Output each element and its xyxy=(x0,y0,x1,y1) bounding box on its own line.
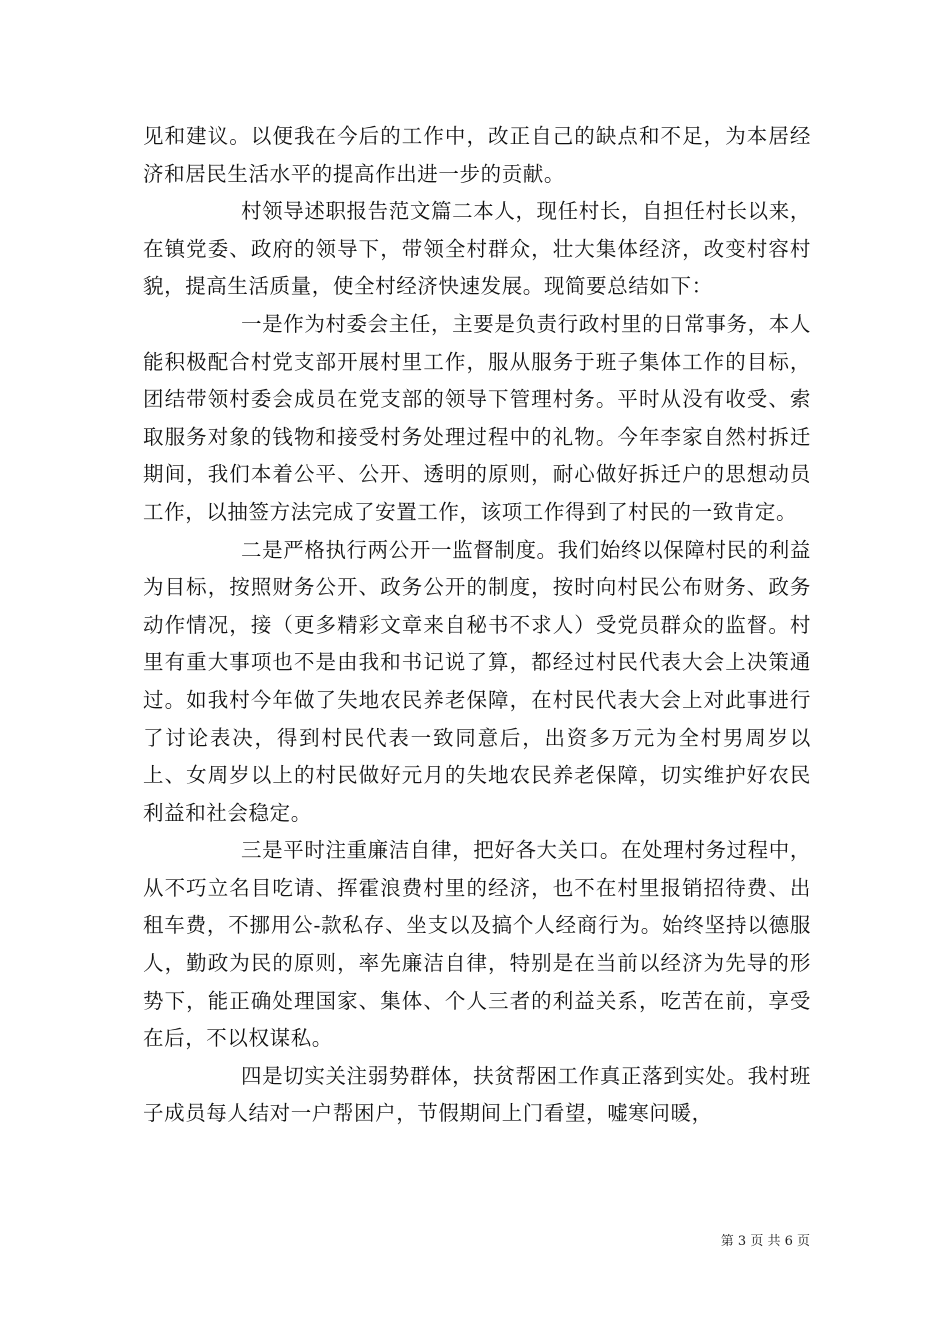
paragraph-5: 三是平时注重廉洁自律，把好各大关口。在处理村务过程中，从不巧立名目吃请、挥霍浪费村里的经济，也不在村里报销招待费、出租车费，不挪用公-款私存、坐支以及搞个人经商行为。始终坚持以德服人，勤政为民的原则，率先廉洁自律，特别是在当前以经济为先导的形势下，能正确处理国家、集体、个人三者的利益关系，吃苦在前，享受在后，不以权谋私。 xyxy=(143,838,811,1051)
paragraph-6: 四是切实关注弱势群体，扶贫帮困工作真正落到实处。我村班子成员每人结对一户帮困户，节假期间上门看望，嘘寒问暖， xyxy=(143,1063,811,1126)
paragraph-3: 一是作为村委会主任，主要是负责行政村里的日常事务，本人能积极配合村党支部开展村里工作，服从服务于班子集体工作的目标，团结带领村委会成员在党支部的领导下管理村务。平时从没有收受、索取服务对象的钱物和接受村务处理过程中的礼物。今年李家自然村拆迁期间，我们本着公平、公开、透明的原则，耐心做好拆迁户的思想动员工作，以抽签方法完成了安置工作，该项工作得到了村民的一致肯定。 xyxy=(143,311,811,524)
paragraph-1: 见和建议。以便我在今后的工作中，改正自己的缺点和不足，为本居经济和居民生活水平的提高作出进一步的贡献。 xyxy=(143,124,811,186)
paragraph-4: 二是严格执行两公开一监督制度。我们始终以保障村民的利益为目标，按照财务公开、政务公开的制度，按时向村民公布财务、政务动作情况，接（更多精彩文章来自秘书不求人）受党员群众的监督。村里有重大事项也不是由我和书记说了算，都经过村民代表大会上决策通过。如我村今年做了失地农民养老保障，在村民代表大会上对此事进行了讨论表决，得到村民代表一致同意后，出资多万元为全村男周岁以上、女周岁以上的村民做好元月的失地农民养老保障，切实维护好农民利益和社会稳定。 xyxy=(143,537,811,825)
document-body xyxy=(143,118,811,1133)
page-number-footer: 第 3 页 共 6 页 xyxy=(720,1234,810,1249)
paragraph-2: 村领导述职报告范文篇二本人，现任村长，自担任村长以来，在镇党委、政府的领导下，带领全村群众，壮大集体经济，改变村容村貌，提高生活质量，使全村经济快速发展。现简要总结如下： xyxy=(143,199,811,299)
